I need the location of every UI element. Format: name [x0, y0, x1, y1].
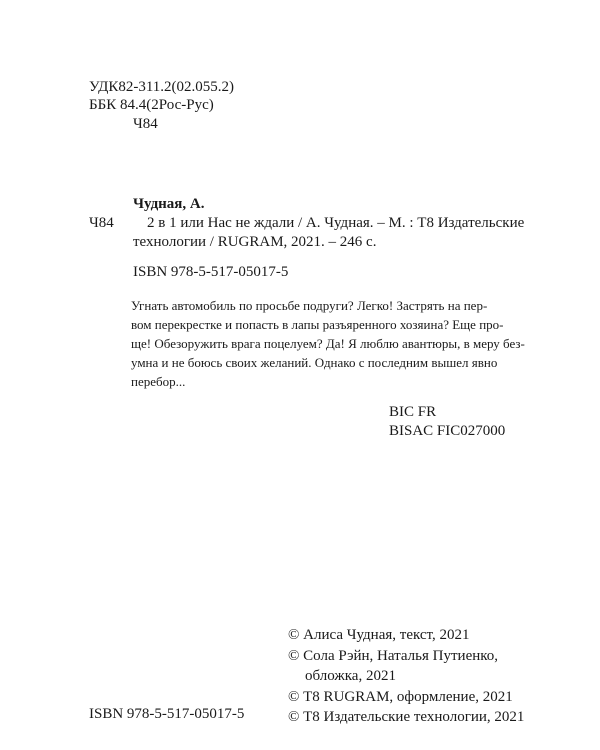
bisac-code: BISAC FIC027000 — [389, 423, 506, 439]
author-heading: Чудная, А. — [133, 196, 205, 212]
isbn-record: ISBN 978-5-517-05017-5 — [133, 264, 289, 280]
copyright-cover: © Сола Рэйн, Наталья Путиенко, — [288, 647, 499, 664]
copyright-design: © Т8 RUGRAM, оформление, 2021 — [288, 688, 513, 705]
author-mark: Ч84 — [89, 215, 114, 231]
annotation-line: перебор... — [131, 374, 186, 389]
annotation-line: Угнать автомобиль по просьбе подруги? Легко! Застрять на пер- — [131, 298, 488, 313]
annotation-paragraph — [131, 296, 525, 391]
annotation-line: умна и не боюсь своих желаний. Однако с последним вышел явно — [131, 355, 498, 370]
bibliographic-description-line-2: технологии / RUGRAM, 2021. – 246 с. — [133, 234, 377, 250]
copyright-cover-continued: обложка, 2021 — [305, 668, 396, 684]
author-mark-top: Ч84 — [133, 116, 158, 132]
bibliographic-description-line-1: 2 в 1 или Нас не ждали / А. Чудная. – М. : Т8 Издательские — [147, 215, 525, 231]
udk-code: УДК82-311.2(02.055.2) — [89, 79, 235, 95]
copyright-publisher: © Т8 Издательские технологии, 2021 — [288, 709, 525, 725]
isbn-footer: ISBN 978-5-517-05017-5 — [89, 706, 245, 722]
annotation-line: ще! Обезоружить врага поцелуем? Да! Я люблю авантюры, в меру без- — [131, 336, 525, 351]
copyright-text: © Алиса Чудная, текст, 2021 — [288, 627, 470, 643]
bic-code: BIC FR — [389, 404, 437, 420]
annotation-line: вом перекрестке и попасть в лапы разъяренного хозяина? Еще про- — [131, 317, 504, 332]
copyright-block — [288, 625, 524, 728]
bbk-code: ББК 84.4(2Рос-Рус) — [89, 97, 214, 113]
